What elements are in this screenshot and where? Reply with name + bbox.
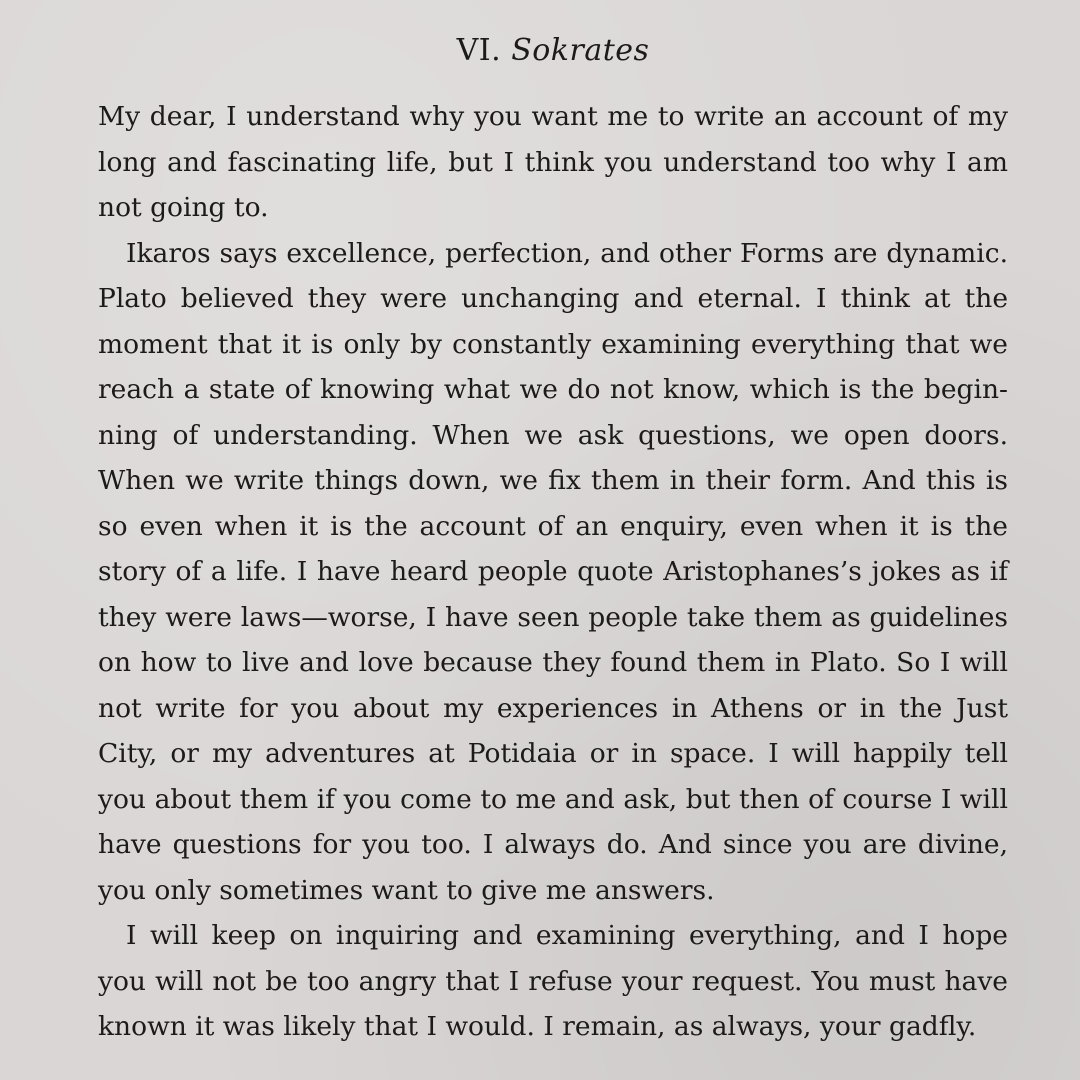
chapter-title: Sokrates — [511, 33, 650, 68]
paragraph-1: My dear, I understand why you want me to write an account of my long and fascinating life, but I think you understand too why I am not going to. — [98, 101, 1008, 223]
paragraph-3: I will keep on inquiring and examining everything, and I hope you will not be too angry that I refuse your request. You must have known it was likely that I would. I remain, as always, your gadfly. — [98, 920, 1008, 1042]
book-page — [98, 30, 1008, 1070]
chapter-heading — [98, 30, 1008, 72]
paragraph-2: Ikaros says excellence, perfection, and other Forms are dynamic. Plato believed they were unchanging and eternal. I think at the moment that it is only by constantly examining everything that we reach a state of knowing what we do not know, which is the beginning of understanding. When we ask questions, we open doors. When we write things down, we fix them in their form. And this is so even when it is the account of an enquiry, even when it is the story of a life. I have heard people quote Aristophanes’s jokes as if they were laws—worse, I have seen people take them as guidelines on how to live and love because they found them in Plato. So I will not write for you about my experiences in Athens or in the Just City, or my adventures at Potidaia or in space. I will happily tell you about them if you come to me and ask, but then of course I will have questions for you too. I always do. And since you are divine, you only sometimes want to give me answers. — [98, 237, 1008, 906]
chapter-number: VI. — [456, 33, 502, 68]
